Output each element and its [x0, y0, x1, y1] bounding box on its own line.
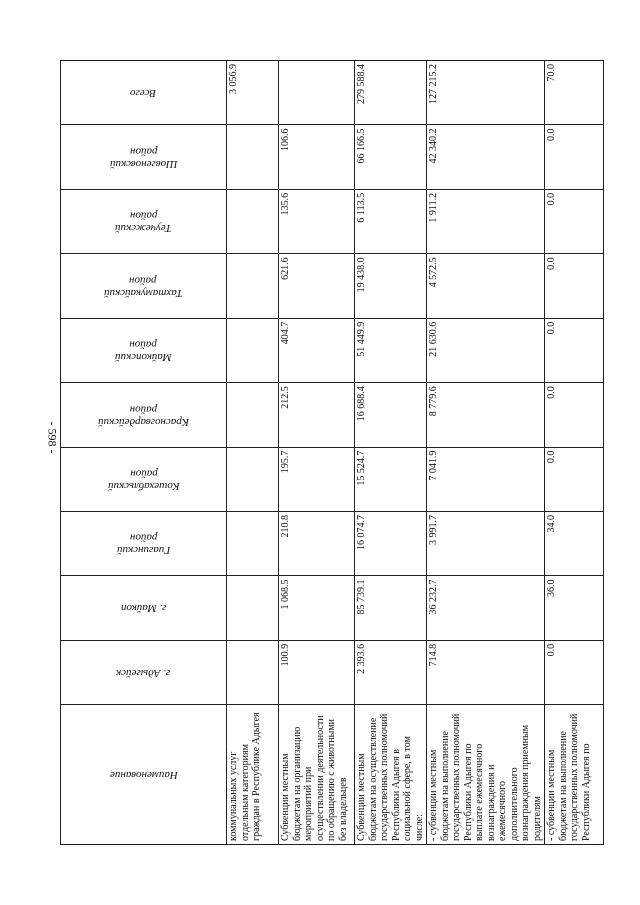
table-cell — [227, 447, 279, 511]
table-cell: 0.0 — [545, 383, 604, 447]
table-cell: 279 588.4 — [355, 61, 427, 126]
column-header-maykop: г. Майкоп — [61, 576, 227, 640]
table-cell: 34.0 — [545, 512, 604, 576]
table-container — [60, 60, 592, 845]
table-cell: 0.0 — [545, 447, 604, 511]
table-cell — [227, 318, 279, 382]
table-cell: 714.8 — [427, 640, 545, 704]
table-cell: 36 232.7 — [427, 576, 545, 640]
table-cell: 19 438.0 — [355, 254, 427, 318]
table-cell: 0.0 — [545, 189, 604, 253]
column-header-teuchezhsky: Теучежский район — [61, 189, 227, 253]
column-header-adygeysk: г. Адыгейск — [61, 640, 227, 704]
table-cell: 85 739.1 — [355, 576, 427, 640]
table-cell — [227, 383, 279, 447]
table-cell: 195.7 — [279, 447, 355, 511]
table-cell: 210.8 — [279, 512, 355, 576]
table-cell: 1 068.5 — [279, 576, 355, 640]
table-cell: 15 524.7 — [355, 447, 427, 511]
table-cell: 0.0 — [545, 318, 604, 382]
column-header-krasnogvardeysky: Красногвардейский район — [61, 383, 227, 447]
row-name: - субвенции местным бюджетам на выполнение государственных полномочий Республики Адыгея по выплате ежемесячного вознаграждения и ежемесячного дополнительного вознаграждения приемным родителям — [427, 705, 545, 845]
table-cell: 0.0 — [545, 254, 604, 318]
table-cell: 404.7 — [279, 318, 355, 382]
table-cell: 2 393.6 — [355, 640, 427, 704]
table-cell: 3 991.7 — [427, 512, 545, 576]
table-cell: 7 041.9 — [427, 447, 545, 511]
page-number: - 598 - — [45, 421, 60, 454]
column-header-name: Наименование — [61, 705, 227, 845]
table-cell: 4 572.5 — [427, 254, 545, 318]
table-cell: 36.0 — [545, 576, 604, 640]
table-cell — [227, 189, 279, 253]
table-row — [227, 61, 279, 845]
table-row — [279, 61, 355, 845]
table-cell — [227, 640, 279, 704]
table-cell: 127 215.2 — [427, 61, 545, 126]
column-header-giaginsky: Гиагинский район — [61, 512, 227, 576]
column-header-koshekhablsky: Кошехабльский район — [61, 447, 227, 511]
table-cell: 100.9 — [279, 640, 355, 704]
table-cell — [227, 125, 279, 189]
table-cell: 42 340.2 — [427, 125, 545, 189]
table-cell: 21 630.6 — [427, 318, 545, 382]
table-cell: 621.6 — [279, 254, 355, 318]
table-cell — [279, 61, 355, 126]
table-row — [355, 61, 427, 845]
column-header-total: Всего — [61, 61, 227, 126]
table-row — [545, 61, 604, 845]
row-name: - субвенции местным бюджетам на выполнение государственных полномочий Республики Адыгея по — [545, 705, 604, 845]
budget-table — [60, 60, 604, 845]
table-cell: 1 911.2 — [427, 189, 545, 253]
table-cell: 51 449.9 — [355, 318, 427, 382]
table-cell: 16 688.4 — [355, 383, 427, 447]
row-name: Субвенции местным бюджетам на осуществление государственных полномочий Республики Адыгея в социальной сфере, в том числе: — [355, 705, 427, 845]
table-cell: 135.6 — [279, 189, 355, 253]
column-header-takhtamukaysky: Тахтамукайский район — [61, 254, 227, 318]
table-cell: 0.0 — [545, 125, 604, 189]
table-cell: 3 056.9 — [227, 61, 279, 126]
table-cell: 66 166.5 — [355, 125, 427, 189]
column-header-shovgenovsky: Шовгеновский район — [61, 125, 227, 189]
table-header-row — [61, 61, 227, 845]
row-name: коммунальных услуг отдельным категориям граждан в Республике Адыгея — [227, 705, 279, 845]
table-cell: 6 113.5 — [355, 189, 427, 253]
table-cell: 0.0 — [545, 640, 604, 704]
row-name: Субвенции местным бюджетам на организацию мероприятий при осуществлении деятельности по обращению с животными без владельцев — [279, 705, 355, 845]
table-cell: 212.5 — [279, 383, 355, 447]
column-header-maykopsky: Майкопский район — [61, 318, 227, 382]
table-cell: 16 074.7 — [355, 512, 427, 576]
table-row — [427, 61, 545, 845]
table-cell — [227, 512, 279, 576]
table-cell — [227, 576, 279, 640]
table-cell: 70.0 — [545, 61, 604, 126]
table-cell: 8 779.6 — [427, 383, 545, 447]
table-cell: 106.6 — [279, 125, 355, 189]
table-cell — [227, 254, 279, 318]
